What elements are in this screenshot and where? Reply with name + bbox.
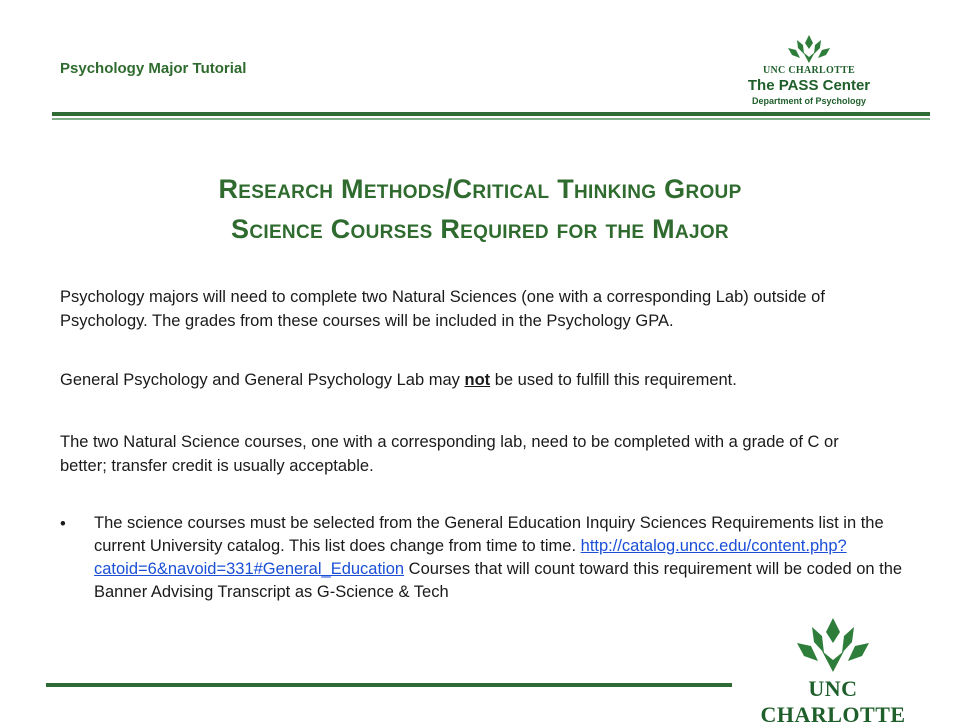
p2-text-after: be used to fulfill this requirement. [490, 371, 737, 389]
catalog-link[interactable]: http://catalog.uncc.edu/content.php?catoid=6&navoid=331#General_Education [94, 537, 847, 578]
bullet-marker: • [60, 515, 66, 533]
logo-center-name: The PASS Center [747, 77, 871, 94]
p2-emphasis-not: not [464, 371, 491, 389]
p2-text-before: General Psychology and General Psychology Lab may [60, 371, 465, 389]
header-divider-accent [52, 118, 930, 120]
bullet-text-before: The science courses must be selected from the General Education Inquiry Sciences Requirements list in the current University catalog. This list does change from time to time. [94, 514, 884, 555]
logo-university-name: UNC CHARLOTTE [763, 65, 855, 76]
crown-leaves-icon [794, 616, 872, 674]
bullet-text-after: Courses that will count toward this requirement will be coded on the Banner Advising Transcript as G-Science & Tech [94, 560, 903, 601]
slide-title-line-1: Research Methods/Critical Thinking Group [218, 174, 742, 204]
header-title: Psychology Major Tutorial [60, 60, 247, 77]
footer-divider [46, 683, 732, 687]
slide-title-line-2: Science Courses Required for the Major [231, 214, 729, 244]
crown-leaves-icon [786, 34, 832, 64]
footer-university-name: UNC CHARLOTTE [760, 676, 906, 727]
unc-charlotte-logo [738, 616, 928, 727]
pass-center-logo [734, 34, 884, 110]
bullet-text [94, 512, 904, 604]
paragraph-general-psychology [60, 368, 872, 392]
paragraph-grade-requirement: The two Natural Science courses, one with a corresponding lab, need to be completed with a grade of C or better; transfer credit is usually acceptable. [60, 433, 839, 475]
header-divider [52, 112, 930, 116]
paragraph-natural-sciences: Psychology majors will need to complete two Natural Sciences (one with a corresponding Lab) outside of Psychology. The grades from these courses will be included in the Psychology GPA. [60, 288, 825, 330]
logo-department: Department of Psychology [751, 96, 867, 106]
